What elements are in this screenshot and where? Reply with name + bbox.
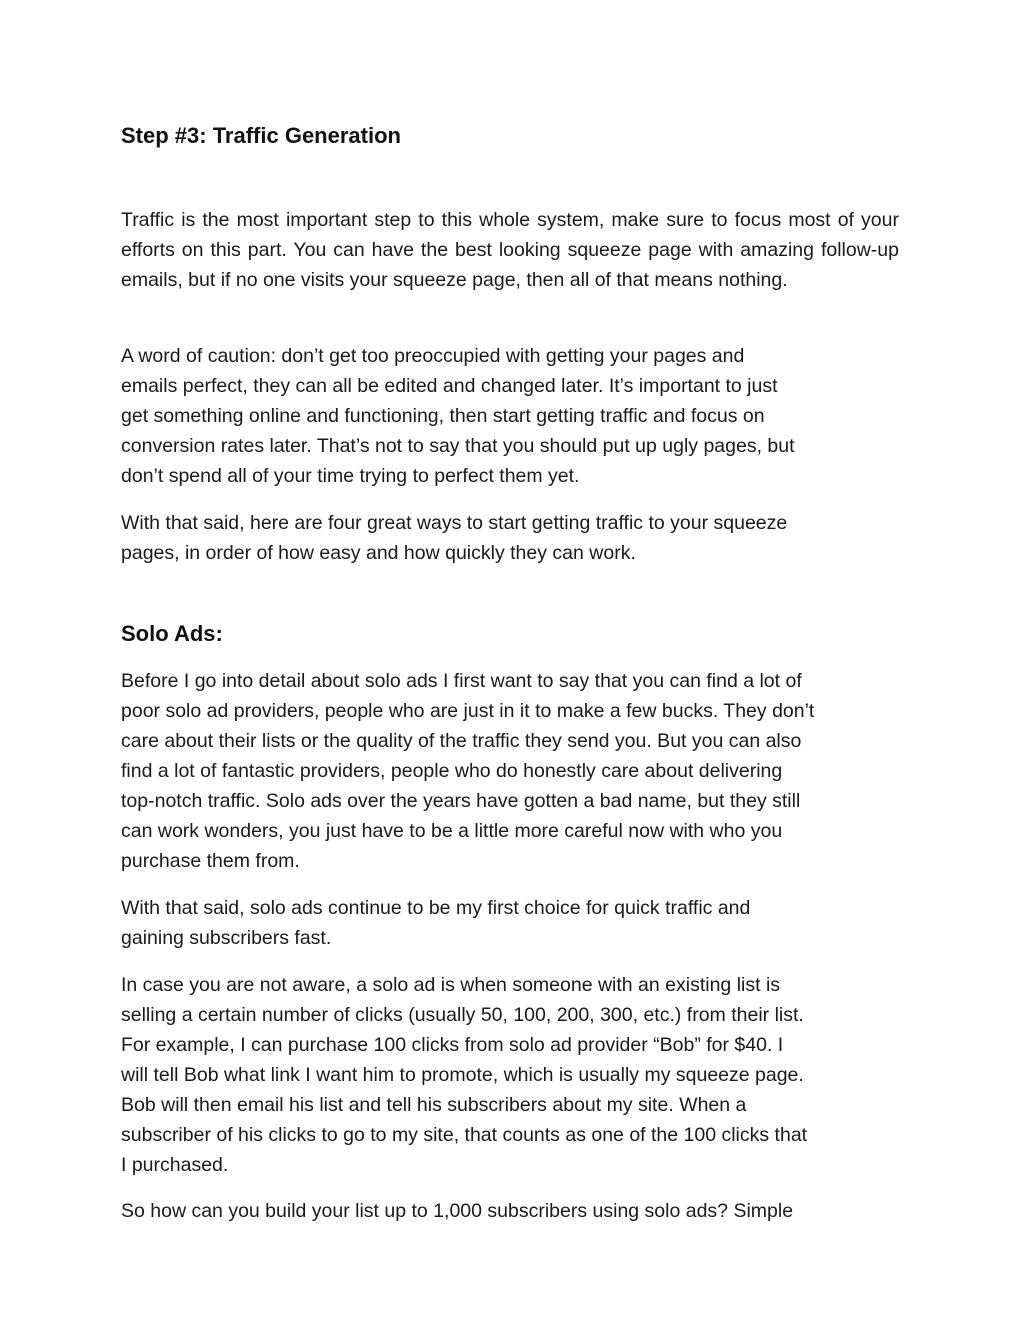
step-3-heading: Step #3: Traffic Generation [121,123,401,148]
traffic-paragraph: Traffic is the most important step to this whole system, make sure to focus most of your efforts on this part. You can have the best looking squeeze page with amazing follow-up emails, but if no one visits your squeeze page, then all of that means nothing. [121,209,899,291]
providers-line: purchase them from. [121,850,300,872]
build-list-paragraph [121,1196,899,1226]
explanation-line: subscriber of his clicks to go to my site, that counts as one of the 100 clicks that [121,1124,808,1146]
caution-line: A word of caution: don’t get too preoccupied with getting your pages and [121,345,745,367]
providers-line: Before I go into detail about solo ads I first want to say that you can find a lot of [121,670,802,692]
first-choice-paragraph [121,893,899,953]
providers-paragraph [121,666,899,876]
caution-line: don’t spend all of your time trying to perfect them yet. [121,465,580,487]
four-ways-line: pages, in order of how easy and how quickly they can work. [121,542,636,564]
providers-line: top-notch traffic. Solo ads over the years have gotten a bad name, but they still [121,790,801,812]
caution-paragraph [121,341,899,491]
providers-line: poor solo ad providers, people who are just in it to make a few bucks. They don’t [121,700,815,722]
first-choice-line: With that said, solo ads continue to be my first choice for quick traffic and [121,897,751,919]
four-ways-line: With that said, here are four great ways to start getting traffic to your squeeze [121,512,788,534]
solo-ads-heading: Solo Ads: [121,621,223,646]
caution-line: conversion rates later. That’s not to say that you should put up ugly pages, but [121,435,795,457]
caution-line: get something online and functioning, then start getting traffic and focus on [121,405,765,427]
explanation-line: selling a certain number of clicks (usually 50, 100, 200, 300, etc.) from their list. [121,1004,804,1026]
explanation-line: For example, I can purchase 100 clicks from solo ad provider “Bob” for $40. I [121,1034,784,1056]
explanation-line: will tell Bob what link I want him to promote, which is usually my squeeze page. [121,1064,804,1086]
explanation-line: In case you are not aware, a solo ad is when someone with an existing list is [121,974,781,996]
explanation-line: Bob will then email his list and tell his subscribers about my site. When a [121,1094,747,1116]
explanation-line: I purchased. [121,1154,229,1176]
providers-line: find a lot of fantastic providers, people who do honestly care about delivering [121,760,783,782]
build-list-line: So how can you build your list up to 1,000 subscribers using solo ads? Simple [121,1200,794,1222]
first-choice-line: gaining subscribers fast. [121,927,332,949]
four-ways-paragraph [121,508,899,568]
providers-line: care about their lists or the quality of the traffic they send you. But you can also [121,730,802,752]
providers-line: can work wonders, you just have to be a little more careful now with who you [121,820,783,842]
caution-line: emails perfect, they can all be edited and changed later. It’s important to just [121,375,778,397]
solo-ad-explanation-paragraph [121,970,899,1180]
